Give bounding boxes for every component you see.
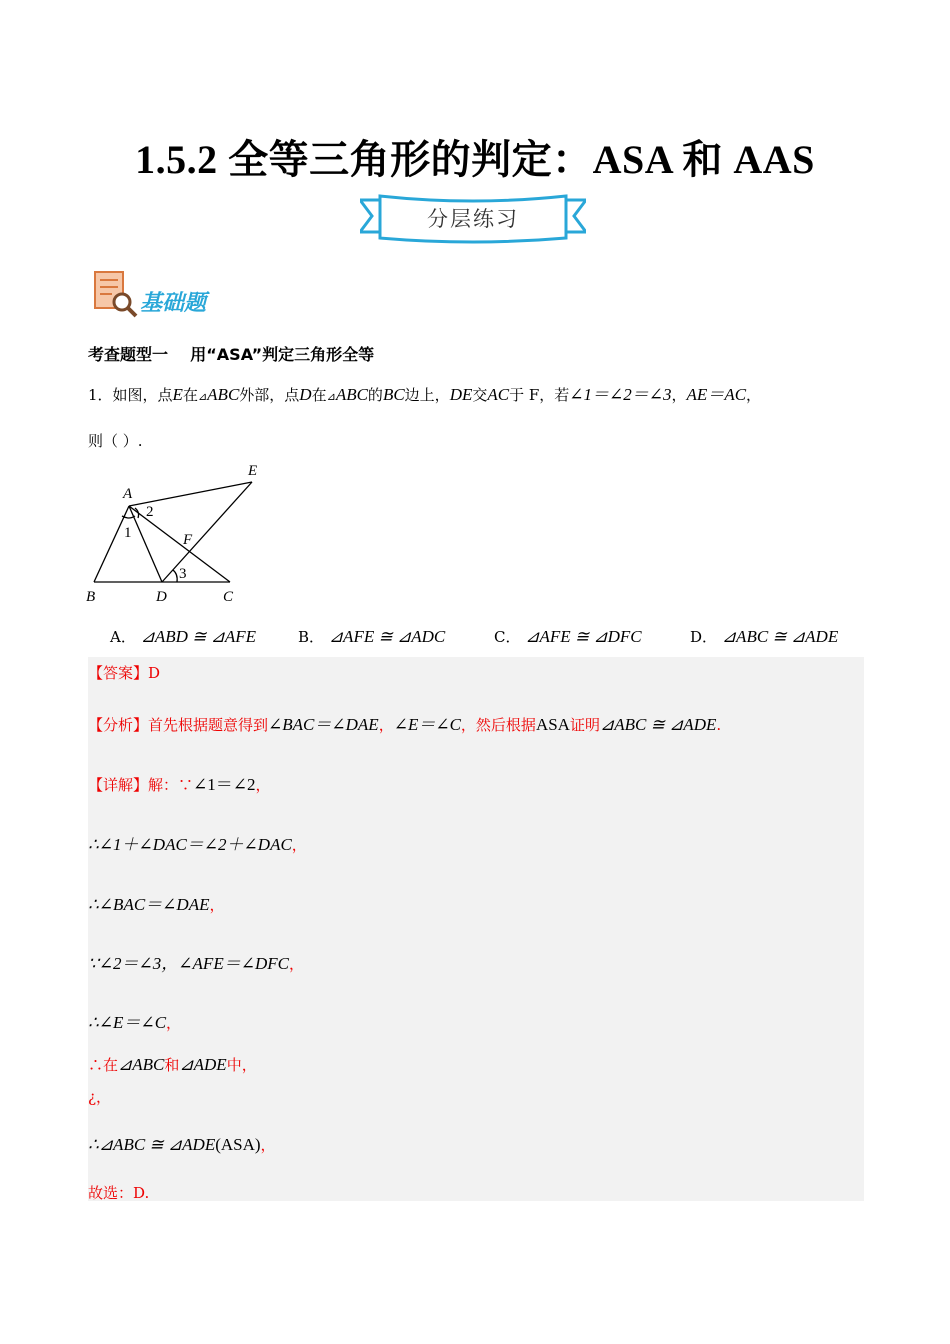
- label-A: A: [123, 486, 133, 502]
- detail-line-1: 【详解】解：∵∠1＝∠2，: [88, 775, 271, 794]
- detail-line-5: ∴∠E＝∠C，: [88, 1013, 182, 1032]
- option-d[interactable]: D． ⊿ABC ≅ ⊿ADE: [690, 627, 839, 646]
- detail-line-3: ∴∠BAC＝∠DAE，: [88, 895, 225, 914]
- question-type-heading: 考查题型一 用“ASA”判定三角形全等: [88, 345, 375, 364]
- document-magnifier-icon: [92, 270, 138, 318]
- option-c[interactable]: C． ⊿AFE ≅ ⊿DFC: [494, 627, 642, 646]
- question-text: 1．如图，点E在⊿ABC外部，点D在⊿ABC的BC边上，DE交AC于 F，若∠1＝∠2＝∠3，AE＝AC，: [88, 385, 762, 404]
- page-title: 1.5.2 全等三角形的判定：ASA 和 AAS: [135, 137, 815, 182]
- answer-line: 【答案】D: [88, 664, 161, 682]
- label-B: B: [86, 589, 96, 605]
- detail-line-4: ∵∠2＝∠3，∠AFE＝∠DFC，: [88, 954, 304, 973]
- option-a[interactable]: A． ⊿ABD ≅ ⊿AFE: [110, 627, 257, 646]
- question-text-line2: 则（ ）.: [88, 432, 143, 450]
- banner-label: 分层练习: [427, 207, 519, 231]
- option-b[interactable]: B． ⊿AFE ≅ ⊿ADC: [298, 627, 446, 646]
- label-angle2: 2: [146, 504, 154, 520]
- geometry-figure: [80, 458, 280, 608]
- label-D: D: [156, 589, 167, 605]
- label-E: E: [248, 463, 258, 479]
- section-label: 基础题: [140, 291, 207, 316]
- detail-line-2: ∴∠1＋∠DAC＝∠2＋∠DAC，: [88, 835, 307, 854]
- detail-line-9: 故选：D.: [88, 1184, 150, 1202]
- detail-line-6: ∴在⊿ABC和⊿ADE中，: [88, 1055, 257, 1074]
- label-angle3: 3: [179, 566, 187, 582]
- detail-line-7: ¿，: [88, 1088, 112, 1106]
- detail-line-8: ∴⊿ABC ≅ ⊿ADE(ASA)，: [88, 1135, 276, 1154]
- label-angle1: 1: [124, 525, 132, 541]
- label-F: F: [183, 532, 193, 548]
- label-C: C: [223, 589, 234, 605]
- answer-panel: [88, 657, 864, 1201]
- analysis-line: 【分析】首先根据题意得到∠BAC＝∠DAE，∠E＝∠C，然后根据ASA证明⊿ABC ≅ ⊿ADE.: [88, 715, 722, 734]
